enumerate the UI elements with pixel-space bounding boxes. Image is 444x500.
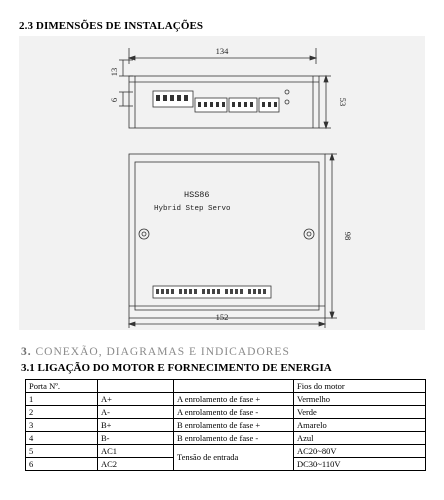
mount-hole-left: [139, 229, 149, 239]
header-cell: Fios do motor: [294, 380, 426, 393]
port-label: B+: [98, 419, 174, 432]
port-number: 3: [26, 419, 98, 432]
section-title: 2.3 DIMENSÕES DE INSTALAÇÕES: [19, 20, 204, 32]
dim-label-13: 13: [109, 67, 119, 77]
port-number: 1: [26, 393, 98, 406]
port-description: B enrolamento de fase -: [174, 432, 294, 445]
wire-color: Verde: [294, 406, 426, 419]
port-label: A+: [98, 393, 174, 406]
section-3-number: 3.: [21, 346, 32, 358]
power-input-label: Tensão de entrada: [174, 445, 294, 471]
header-cell: [174, 380, 294, 393]
port-number: 6: [26, 458, 98, 471]
arrow: [129, 56, 135, 60]
dim-label-98: 98: [343, 231, 353, 241]
mount-hole-right: [304, 229, 314, 239]
port-number: 5: [26, 445, 98, 458]
section-3-title: CONEXÃO, DIAGRAMAS E INDICADORES: [35, 346, 290, 358]
wire-color: Amarelo: [294, 419, 426, 432]
wire-color: Azul: [294, 432, 426, 445]
installation-dimensions-drawing: [19, 36, 425, 330]
port-label: AC2: [98, 458, 174, 471]
table-row: [26, 445, 426, 458]
port-label: B-: [98, 432, 174, 445]
table-row: [26, 406, 426, 419]
section-3-1-heading: 3.1 LIGAÇÃO DO MOTOR E FORNECIMENTO DE ENERGIA: [21, 362, 332, 374]
table-header-row: [26, 380, 426, 393]
power-ac-range: AC20~80V: [294, 445, 426, 458]
header-cell: [98, 380, 174, 393]
motor-connection-table: [25, 379, 426, 471]
dim-label-134: 134: [215, 46, 229, 56]
port-number: 2: [26, 406, 98, 419]
model-label: HSS86: [184, 190, 210, 200]
dim-label-152: 152: [215, 312, 229, 322]
table-row: [26, 393, 426, 406]
section-3-heading: [21, 346, 290, 358]
table-row: [26, 419, 426, 432]
wire-color: Vermelho: [294, 393, 426, 406]
header-cell: Porta Nº.: [26, 380, 98, 393]
dim-label-6: 6: [109, 97, 119, 103]
port-description: A enrolamento de fase -: [174, 406, 294, 419]
port-description: A enrolamento de fase +: [174, 393, 294, 406]
port-number: 4: [26, 432, 98, 445]
port-label: A-: [98, 406, 174, 419]
drawing-svg: [19, 36, 425, 330]
table-row: [26, 432, 426, 445]
port-description: B enrolamento de fase +: [174, 419, 294, 432]
port-label: AC1: [98, 445, 174, 458]
power-dc-range: DC30~110V: [294, 458, 426, 471]
dim-label-53: 53: [338, 97, 348, 107]
model-description: Hybrid Step Servo: [154, 205, 231, 213]
arrow: [310, 56, 316, 60]
